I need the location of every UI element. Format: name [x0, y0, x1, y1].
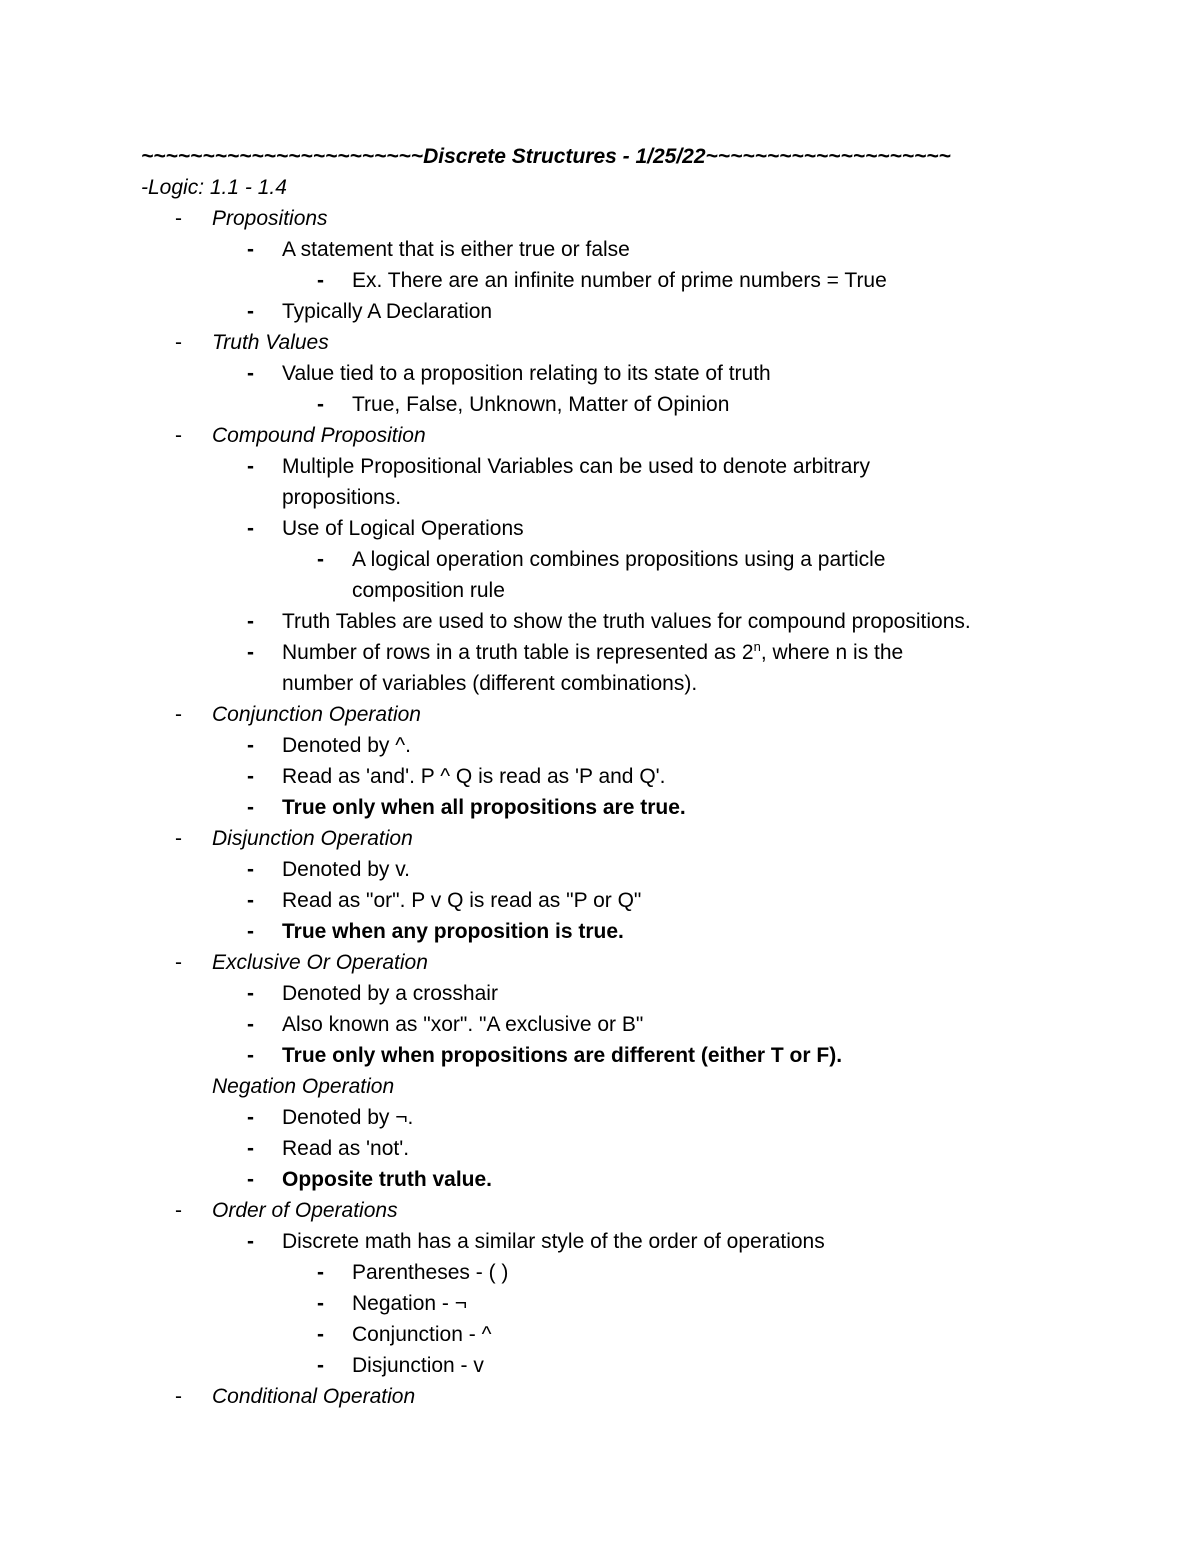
bullet-dash: -	[317, 393, 324, 416]
logic-heading: -Logic: 1.1 - 1.4	[141, 176, 287, 199]
bullet-dash: -	[175, 424, 182, 447]
bullet-dash: -	[247, 1013, 254, 1036]
section-heading-order: Order of Operations	[212, 1199, 398, 1222]
bullet-dash: -	[247, 920, 254, 943]
section-heading-conjunction: Conjunction Operation	[212, 703, 421, 726]
bullet-dash: -	[247, 765, 254, 788]
bullet-dash: -	[247, 300, 254, 323]
bullet-dash: -	[247, 1168, 254, 1191]
section-heading-compound: Compound Proposition	[212, 424, 426, 447]
bullet-dash: -	[317, 1323, 324, 1346]
list-item-continuation: number of variables (different combinations).	[282, 672, 698, 695]
bullet-dash: -	[247, 889, 254, 912]
list-item: Read as 'and'. P ^ Q is read as 'P and Q'.	[282, 765, 666, 788]
list-item: Also known as "xor". "A exclusive or B"	[282, 1013, 644, 1036]
bullet-dash: -	[247, 517, 254, 540]
bullet-dash: -	[247, 455, 254, 478]
bullet-dash: -	[247, 858, 254, 881]
rows-text-post: , where n is the	[760, 641, 904, 664]
bullet-dash: -	[247, 1137, 254, 1160]
list-item-continuation: composition rule	[352, 579, 505, 602]
list-item: Use of Logical Operations	[282, 517, 524, 540]
list-item-bold: True only when all propositions are true.	[282, 796, 686, 819]
list-item: True, False, Unknown, Matter of Opinion	[352, 393, 730, 416]
bullet-dash: -	[175, 1385, 182, 1408]
list-item: Negation - ¬	[352, 1292, 467, 1315]
rows-text: Number of rows in a truth table is represented as 2	[282, 641, 754, 664]
section-heading-disjunction: Disjunction Operation	[212, 827, 413, 850]
section-heading-xor: Exclusive Or Operation	[212, 951, 428, 974]
bullet-dash: -	[175, 827, 182, 850]
bullet-dash: -	[175, 703, 182, 726]
list-item: Parentheses - ( )	[352, 1261, 509, 1284]
bullet-dash: -	[247, 610, 254, 633]
section-heading-propositions: Propositions	[212, 207, 328, 230]
list-item-bold: True only when propositions are different (either T or F).	[282, 1044, 843, 1067]
list-item: Read as "or". P v Q is read as "P or Q"	[282, 889, 642, 912]
bullet-dash: -	[247, 734, 254, 757]
bullet-dash: -	[175, 951, 182, 974]
list-item: A logical operation combines propositions using a particle	[352, 548, 886, 571]
list-item: Multiple Propositional Variables can be used to denote arbitrary	[282, 455, 870, 478]
list-item: Denoted by ¬.	[282, 1106, 414, 1129]
list-item: Read as 'not'.	[282, 1137, 410, 1160]
bullet-dash: -	[175, 331, 182, 354]
list-item: Conjunction - ^	[352, 1323, 492, 1346]
bullet-dash: -	[247, 641, 254, 664]
bullet-dash: -	[175, 207, 182, 230]
section-heading-truth-values: Truth Values	[212, 331, 329, 354]
bullet-dash: -	[317, 1261, 324, 1284]
bullet-dash: -	[247, 1230, 254, 1253]
list-item: Discrete math has a similar style of the order of operations	[282, 1230, 825, 1253]
superscript-n: n	[753, 639, 761, 654]
bullet-dash: -	[247, 238, 254, 261]
list-item: Truth Tables are used to show the truth values for compound propositions.	[282, 610, 971, 633]
bullet-dash: -	[317, 1354, 324, 1377]
bullet-dash: -	[247, 1106, 254, 1129]
bullet-dash: -	[317, 269, 324, 292]
bullet-dash: -	[317, 548, 324, 571]
list-item: Disjunction - v	[352, 1354, 484, 1377]
bullet-dash: -	[247, 362, 254, 385]
list-item: Typically A Declaration	[282, 300, 493, 323]
list-item: Denoted by v.	[282, 858, 411, 881]
section-heading-negation: Negation Operation	[212, 1075, 395, 1098]
section-heading-conditional: Conditional Operation	[212, 1385, 416, 1408]
list-item-bold: Opposite truth value.	[282, 1168, 493, 1191]
list-item-bold: True when any proposition is true.	[282, 920, 624, 943]
bullet-dash: -	[247, 982, 254, 1005]
list-item: Denoted by ^.	[282, 734, 411, 757]
bullet-dash: -	[247, 1044, 254, 1067]
list-item: Ex. There are an infinite number of prime numbers = True	[352, 269, 887, 292]
list-item	[282, 637, 903, 668]
page-title: ~~~~~~~~~~~~~~~~~~~~~~~Discrete Structures - 1/25/22~~~~~~~~~~~~~~~~~~~~	[141, 145, 951, 168]
bullet-dash: -	[317, 1292, 324, 1315]
list-item-continuation: propositions.	[282, 486, 402, 509]
list-item: Value tied to a proposition relating to its state of truth	[282, 362, 771, 385]
bullet-dash: -	[175, 1199, 182, 1222]
bullet-dash: -	[247, 796, 254, 819]
list-item: Denoted by a crosshair	[282, 982, 498, 1005]
list-item: A statement that is either true or false	[282, 238, 630, 261]
